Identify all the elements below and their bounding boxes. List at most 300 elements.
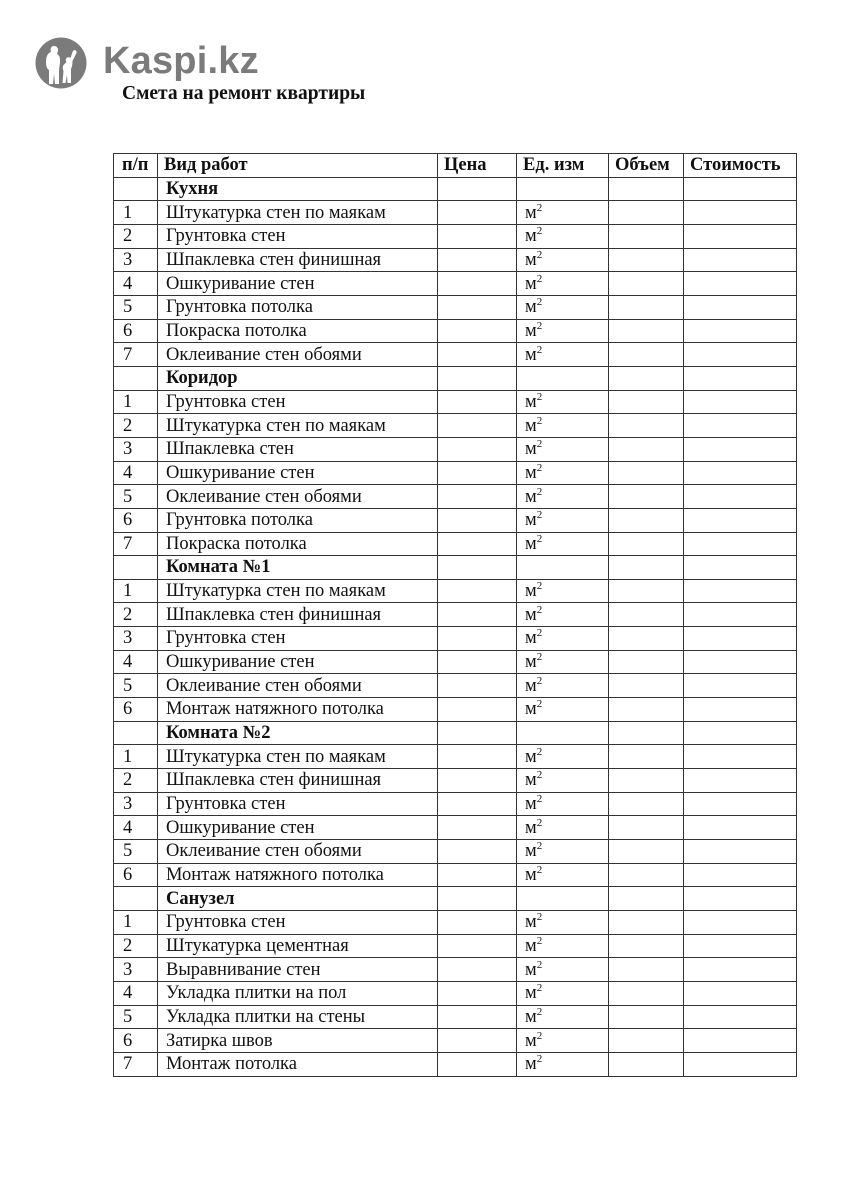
unit-cell [517,224,609,248]
volume-cell[interactable] [609,319,684,343]
volume-cell[interactable] [609,627,684,651]
section-row [114,721,797,745]
unit-cell [517,650,609,674]
cost-cell[interactable] [684,792,797,816]
unit-cell [517,343,609,367]
work-type: Покраска потолка [158,319,438,343]
table-row [114,343,797,367]
cost-cell[interactable] [684,201,797,225]
unit-exponent: 2 [536,485,543,498]
row-number: 3 [114,248,158,272]
table-row [114,248,797,272]
volume-cell[interactable] [609,508,684,532]
price-cell[interactable] [438,792,517,816]
price-cell[interactable] [438,272,517,296]
volume-cell[interactable] [609,1029,684,1053]
cost-cell[interactable] [684,319,797,343]
cost-cell[interactable] [684,414,797,438]
section-row [114,177,797,201]
brand-name: Kaspi.kz [103,40,259,82]
table-row [114,840,797,864]
unit-base: м [525,462,537,483]
section-row [114,887,797,911]
unit-exponent: 2 [536,793,543,806]
work-type: Выравнивание стен [158,958,438,982]
unit-exponent: 2 [536,816,543,829]
price-cell[interactable] [438,343,517,367]
price-cell[interactable] [438,508,517,532]
work-type: Шпаклевка стен финишная [158,248,438,272]
work-type: Шпаклевка стен [158,437,438,461]
unit-exponent: 2 [536,296,543,309]
cost-cell[interactable] [684,532,797,556]
unit-cell [517,437,609,461]
section-volume-cell [609,887,684,911]
price-cell[interactable] [438,1052,517,1076]
work-type: Оклеивание стен обоями [158,343,438,367]
unit-base: м [525,439,537,460]
unit-exponent: 2 [536,1029,543,1042]
unit-base: м [525,746,537,767]
volume-cell[interactable] [609,532,684,556]
unit-cell [517,295,609,319]
price-cell[interactable] [438,295,517,319]
row-number: 3 [114,437,158,461]
table-row [114,437,797,461]
price-cell[interactable] [438,248,517,272]
unit-cell [517,627,609,651]
volume-cell[interactable] [609,390,684,414]
table-row [114,981,797,1005]
table-row [114,319,797,343]
table-row [114,201,797,225]
row-number: 2 [114,414,158,438]
price-cell[interactable] [438,674,517,698]
unit-cell [517,981,609,1005]
work-type: Монтаж натяжного потолка [158,698,438,722]
volume-cell[interactable] [609,745,684,769]
row-number: 3 [114,792,158,816]
header-price: Цена [438,154,517,178]
unit-base: м [525,770,537,791]
section-row [114,556,797,580]
table-row [114,508,797,532]
row-number: 5 [114,840,158,864]
cost-cell[interactable] [684,272,797,296]
work-type: Монтаж натяжного потолка [158,863,438,887]
row-number: 6 [114,1029,158,1053]
work-type: Шпаклевка стен финишная [158,769,438,793]
unit-exponent: 2 [536,1005,543,1018]
work-type: Грунтовка стен [158,390,438,414]
cost-cell[interactable] [684,437,797,461]
work-type: Штукатурка цементная [158,934,438,958]
volume-cell[interactable] [609,650,684,674]
unit-base: м [525,817,537,838]
price-cell[interactable] [438,437,517,461]
volume-cell[interactable] [609,981,684,1005]
table-row [114,579,797,603]
price-cell[interactable] [438,934,517,958]
unit-exponent: 2 [536,745,543,758]
section-volume-cell [609,177,684,201]
table-row [114,1052,797,1076]
row-number: 2 [114,224,158,248]
unit-cell [517,461,609,485]
volume-cell[interactable] [609,769,684,793]
unit-base: м [525,794,537,815]
cost-cell[interactable] [684,1029,797,1053]
row-number: 4 [114,650,158,674]
work-type: Штукатурка стен по маякам [158,579,438,603]
work-type: Грунтовка стен [158,627,438,651]
volume-cell[interactable] [609,437,684,461]
volume-cell[interactable] [609,248,684,272]
price-cell[interactable] [438,414,517,438]
price-cell[interactable] [438,390,517,414]
price-cell[interactable] [438,1005,517,1029]
unit-base: м [525,699,537,720]
work-type: Грунтовка потолка [158,508,438,532]
unit-cell [517,1005,609,1029]
section-title: Кухня [158,177,438,201]
cost-cell[interactable] [684,248,797,272]
unit-base: м [525,510,537,531]
row-number: 1 [114,201,158,225]
cost-cell[interactable] [684,295,797,319]
unit-cell [517,319,609,343]
row-number: 5 [114,674,158,698]
work-type: Ошкуривание стен [158,272,438,296]
section-title: Коридор [158,366,438,390]
unit-base: м [525,1054,537,1075]
price-cell[interactable] [438,911,517,935]
section-unit-cell [517,366,609,390]
row-number: 4 [114,272,158,296]
row-number: 2 [114,934,158,958]
row-number: 5 [114,485,158,509]
cost-cell[interactable] [684,911,797,935]
section-cost-cell [684,556,797,580]
work-type: Затирка швов [158,1029,438,1053]
unit-base: м [525,273,537,294]
unit-cell [517,508,609,532]
unit-base: м [525,652,537,673]
unit-exponent: 2 [536,1053,543,1066]
work-type: Ошкуривание стен [158,816,438,840]
volume-cell[interactable] [609,485,684,509]
table-row [114,1029,797,1053]
unit-cell [517,745,609,769]
row-number: 1 [114,745,158,769]
work-type: Грунтовка стен [158,224,438,248]
unit-base: м [525,935,537,956]
header-unit: Ед. изм [517,154,609,178]
volume-cell[interactable] [609,958,684,982]
unit-cell [517,272,609,296]
header-volume: Объем [609,154,684,178]
volume-cell[interactable] [609,461,684,485]
price-cell[interactable] [438,816,517,840]
price-cell[interactable] [438,863,517,887]
unit-cell [517,201,609,225]
unit-base: м [525,675,537,696]
volume-cell[interactable] [609,792,684,816]
volume-cell[interactable] [609,1052,684,1076]
section-unit-cell [517,556,609,580]
document-title: Смета на ремонт квартиры [122,83,366,104]
price-cell[interactable] [438,745,517,769]
row-number: 7 [114,343,158,367]
price-cell[interactable] [438,485,517,509]
section-price-cell [438,887,517,911]
work-type: Оклеивание стен обоями [158,485,438,509]
cost-cell[interactable] [684,508,797,532]
cost-cell[interactable] [684,934,797,958]
cost-cell[interactable] [684,390,797,414]
row-number: 6 [114,863,158,887]
price-cell[interactable] [438,650,517,674]
work-type: Укладка плитки на пол [158,981,438,1005]
unit-cell [517,911,609,935]
row-number: 7 [114,1052,158,1076]
family-figures-icon [35,37,87,89]
unit-cell [517,579,609,603]
price-cell[interactable] [438,1029,517,1053]
unit-exponent: 2 [536,674,543,687]
unit-base: м [525,226,537,247]
row-number: 6 [114,698,158,722]
price-cell[interactable] [438,603,517,627]
price-cell[interactable] [438,840,517,864]
volume-cell[interactable] [609,224,684,248]
table-row [114,816,797,840]
unit-cell [517,958,609,982]
header-work-type: Вид работ [158,154,438,178]
unit-exponent: 2 [536,225,543,238]
price-cell[interactable] [438,224,517,248]
unit-base: м [525,344,537,365]
cost-cell[interactable] [684,863,797,887]
unit-cell [517,1029,609,1053]
section-volume-cell [609,721,684,745]
work-type: Оклеивание стен обоями [158,840,438,864]
row-number: 3 [114,958,158,982]
table-row [114,792,797,816]
unit-exponent: 2 [536,509,543,522]
row-number: 1 [114,911,158,935]
unit-exponent: 2 [536,651,543,664]
row-number: 4 [114,981,158,1005]
work-type: Ошкуривание стен [158,461,438,485]
cost-cell[interactable] [684,579,797,603]
unit-exponent: 2 [536,414,543,427]
section-price-cell [438,721,517,745]
volume-cell[interactable] [609,272,684,296]
cost-cell[interactable] [684,461,797,485]
section-unit-cell [517,177,609,201]
unit-exponent: 2 [536,532,543,545]
work-type: Шпаклевка стен финишная [158,603,438,627]
unit-base: м [525,841,537,862]
cost-cell[interactable] [684,958,797,982]
section-number-cell [114,177,158,201]
cost-cell[interactable] [684,603,797,627]
cost-cell[interactable] [684,745,797,769]
row-number: 3 [114,627,158,651]
cost-cell[interactable] [684,674,797,698]
volume-cell[interactable] [609,295,684,319]
unit-base: м [525,581,537,602]
section-volume-cell [609,366,684,390]
table-row [114,674,797,698]
cost-cell[interactable] [684,1052,797,1076]
unit-exponent: 2 [536,934,543,947]
price-cell[interactable] [438,319,517,343]
volume-cell[interactable] [609,579,684,603]
unit-exponent: 2 [536,201,543,214]
price-cell[interactable] [438,981,517,1005]
section-unit-cell [517,887,609,911]
price-cell[interactable] [438,698,517,722]
cost-cell[interactable] [684,698,797,722]
section-unit-cell [517,721,609,745]
price-cell[interactable] [438,579,517,603]
section-price-cell [438,556,517,580]
cost-cell[interactable] [684,981,797,1005]
section-number-cell [114,721,158,745]
unit-cell [517,792,609,816]
unit-cell [517,863,609,887]
table-row [114,911,797,935]
section-title: Санузел [158,887,438,911]
section-number-cell [114,366,158,390]
price-cell[interactable] [438,627,517,651]
unit-cell [517,934,609,958]
section-cost-cell [684,721,797,745]
table-row [114,461,797,485]
price-cell[interactable] [438,769,517,793]
unit-cell [517,532,609,556]
cost-cell[interactable] [684,343,797,367]
volume-cell[interactable] [609,863,684,887]
table-row [114,627,797,651]
unit-exponent: 2 [536,911,543,924]
work-type: Грунтовка стен [158,792,438,816]
volume-cell[interactable] [609,816,684,840]
unit-base: м [525,959,537,980]
table-row [114,1005,797,1029]
estimate-table [113,153,797,1077]
unit-base: м [525,249,537,270]
table-row [114,958,797,982]
section-title: Комната №1 [158,556,438,580]
table-header-row [114,154,797,178]
row-number: 4 [114,461,158,485]
row-number: 7 [114,532,158,556]
row-number: 2 [114,603,158,627]
price-cell[interactable] [438,201,517,225]
row-number: 1 [114,579,158,603]
volume-cell[interactable] [609,414,684,438]
section-number-cell [114,887,158,911]
unit-cell [517,248,609,272]
unit-exponent: 2 [536,319,543,332]
cost-cell[interactable] [684,1005,797,1029]
work-type: Укладка плитки на стены [158,1005,438,1029]
unit-base: м [525,1006,537,1027]
table-row [114,603,797,627]
cost-cell[interactable] [684,769,797,793]
header-number: п/п [114,154,158,178]
price-cell[interactable] [438,532,517,556]
table-row [114,698,797,722]
volume-cell[interactable] [609,698,684,722]
cost-cell[interactable] [684,627,797,651]
price-cell[interactable] [438,461,517,485]
unit-base: м [525,533,537,554]
section-title: Комната №2 [158,721,438,745]
section-cost-cell [684,887,797,911]
volume-cell[interactable] [609,1005,684,1029]
unit-exponent: 2 [536,698,543,711]
volume-cell[interactable] [609,911,684,935]
unit-exponent: 2 [536,627,543,640]
table-row [114,769,797,793]
volume-cell[interactable] [609,934,684,958]
volume-cell[interactable] [609,674,684,698]
work-type: Грунтовка стен [158,911,438,935]
section-cost-cell [684,366,797,390]
table-row [114,295,797,319]
section-cost-cell [684,177,797,201]
unit-cell [517,414,609,438]
unit-exponent: 2 [536,864,543,877]
volume-cell[interactable] [609,840,684,864]
unit-base: м [525,391,537,412]
row-number: 5 [114,1005,158,1029]
unit-exponent: 2 [536,248,543,261]
volume-cell[interactable] [609,201,684,225]
unit-cell [517,1052,609,1076]
price-cell[interactable] [438,958,517,982]
work-type: Оклеивание стен обоями [158,674,438,698]
table-row [114,532,797,556]
cost-cell[interactable] [684,650,797,674]
cost-cell[interactable] [684,840,797,864]
work-type: Штукатурка стен по маякам [158,414,438,438]
cost-cell[interactable] [684,224,797,248]
unit-exponent: 2 [536,958,543,971]
volume-cell[interactable] [609,343,684,367]
unit-cell [517,816,609,840]
row-number: 6 [114,319,158,343]
section-price-cell [438,177,517,201]
row-number: 1 [114,390,158,414]
section-number-cell [114,556,158,580]
table-row [114,485,797,509]
cost-cell[interactable] [684,816,797,840]
work-type: Штукатурка стен по маякам [158,201,438,225]
row-number: 4 [114,816,158,840]
work-type: Грунтовка потолка [158,295,438,319]
cost-cell[interactable] [684,485,797,509]
unit-exponent: 2 [536,390,543,403]
work-type: Покраска потолка [158,532,438,556]
unit-cell [517,390,609,414]
volume-cell[interactable] [609,603,684,627]
unit-cell [517,769,609,793]
